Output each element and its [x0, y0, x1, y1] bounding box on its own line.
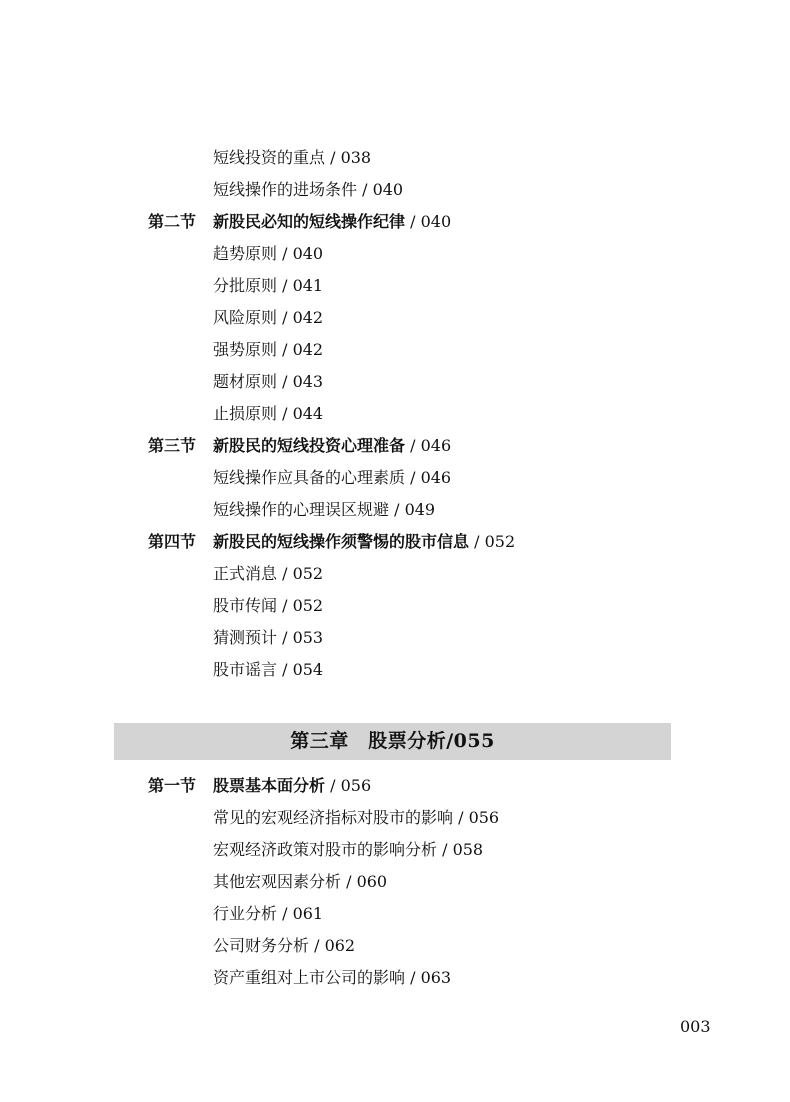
toc-entry: 短线操作的心理误区规避 / 049 [213, 500, 436, 519]
toc-entry: 资产重组对上市公司的影响 / 063 [213, 968, 452, 987]
toc-entry: 正式消息 / 052 [213, 564, 324, 583]
toc-entry: 短线投资的重点 / 038 [213, 148, 372, 167]
toc-section [148, 526, 515, 558]
section-title: 新股民的短线投资心理准备 [213, 436, 406, 455]
section-page: / 056 [325, 776, 372, 795]
toc-entry: 宏观经济政策对股市的影响分析 / 058 [213, 840, 484, 859]
toc-entry: 行业分析 / 061 [213, 904, 324, 923]
toc-entry: 股市谣言 / 054 [213, 660, 324, 679]
section-label: 第二节 [148, 212, 197, 231]
toc-entry: 强势原则 / 042 [213, 340, 324, 359]
toc-section [148, 206, 451, 238]
toc-section [148, 430, 451, 462]
toc-entry: 趋势原则 / 040 [213, 244, 324, 263]
toc-entry: 猜测预计 / 053 [213, 628, 324, 647]
page-number: 003 [680, 1017, 711, 1036]
toc-entry: 其他宏观因素分析 / 060 [213, 872, 388, 891]
section-title: 新股民的短线操作须警惕的股市信息 [213, 532, 470, 551]
toc-entry: 公司财务分析 / 062 [213, 936, 356, 955]
section-page: / 040 [405, 212, 452, 231]
section-label: 第四节 [148, 532, 197, 551]
section-title: 新股民必知的短线操作纪律 [213, 212, 406, 231]
toc-entry: 常见的宏观经济指标对股市的影响 / 056 [213, 808, 500, 827]
toc-entry: 股市传闻 / 052 [213, 596, 324, 615]
toc-section [148, 770, 371, 802]
section-title: 股票基本面分析 [213, 776, 326, 795]
section-label: 第一节 [148, 776, 197, 795]
section-label: 第三节 [148, 436, 197, 455]
section-page: / 046 [405, 436, 452, 455]
chapter-heading-bar [114, 723, 671, 760]
toc-entry: 题材原则 / 043 [213, 372, 324, 391]
toc-entry: 短线操作的进场条件 / 040 [213, 180, 404, 199]
section-page: / 052 [469, 532, 516, 551]
toc-entry: 分批原则 / 041 [213, 276, 324, 295]
chapter-title: 第三章 股票分析/055 [290, 730, 495, 752]
toc-entry: 止损原则 / 044 [213, 404, 324, 423]
toc-entry: 短线操作应具备的心理素质 / 046 [213, 468, 452, 487]
toc-entry: 风险原则 / 042 [213, 308, 324, 327]
